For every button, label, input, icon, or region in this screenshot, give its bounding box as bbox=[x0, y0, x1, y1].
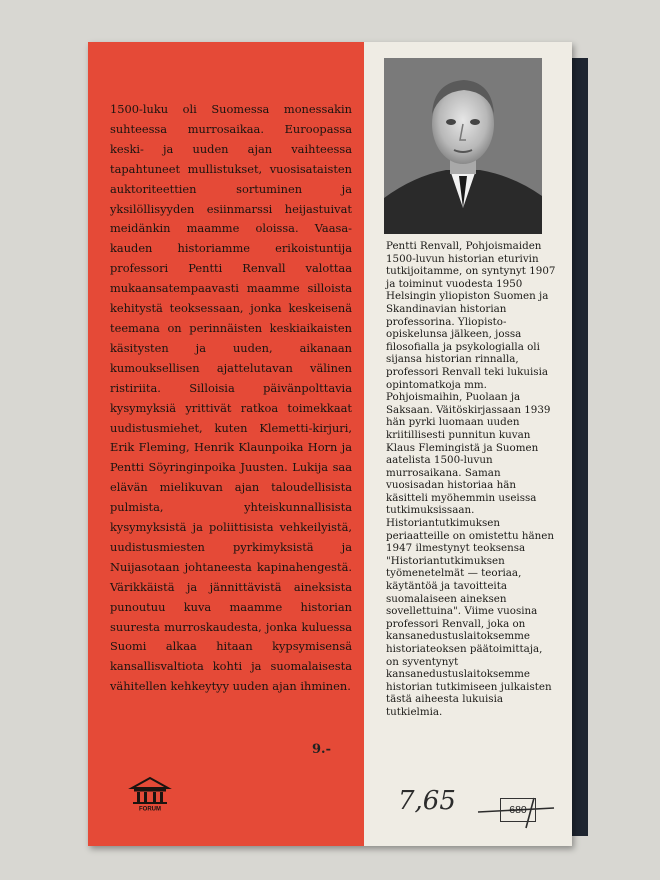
author-bio-text: Pentti Renvall, Pohjoismaiden 1500-luvun historian eturivin tutkijoitamme, on syntynyt 1907 ja toiminut vuodesta 1950 Helsingin yliopiston Suomen ja Skandinavian historian professorina. Yliopisto-opiskelunsa jälkeen, jossa filosofialla ja psykologialla oli sijansa historian rinnalla, professori Renvall teki lukuisia opintomatkoja mm. Pohjoismaihin, Puolaan ja Saksaan. Väitöskirjassaan 1939 hän pyrki luomaan uuden kriitillisesti punnitun kuvan Klaus Flemingistä ja Suomen aatelista 1500-luvun murrosaikana. Saman vuosisadan historiaa hän käsitteli myöhemmin useissa tutkimuksissaan. Historiantutkimuksen periaatteille on omistettu hänen 1947 ilmestynyt teoksensa "Historiantutkimuksen työmenetelmät — teoriaa, käytäntöä ja tavoitteita suomalaiseen aineksen sovellettuina". Viime vuosina professori Renvall, joka on kansanedustuslaitoksemme historiateoksen päätoimittaja, on syventynyt kansanedustuslaitoksemme historian tutkimiseen julkaisten tästä aiheesta lukuisia tutkielmia. bbox=[386, 240, 556, 718]
book-spine-edge bbox=[572, 58, 588, 836]
handwritten-price: 7,65 bbox=[398, 786, 456, 816]
price-code: 9.- bbox=[312, 742, 331, 757]
blurb-text: 1500-luku oli Suomessa monessakin suhteessa murrosaikaa. Euroopassa keski- ja uuden ajan vaihteessa tapahtuneet mullistukset, vuosisataisten auktoriteettien sortuminen ja yksilöllisyyden esiinmarssi heijastuivat meidänkin maamme oloissa. Vaasa-kauden historiamme erikoistuntija professori Pentti Renvall valottaa mukaansatempaavasti maamme silloista kehitystä teoksessaan, jonka keskeisenä teemana on perinnäisten keskiaikaisten käsitysten ja uuden, aikanaan kumouksellisen ajattelutavan välinen ristiriita. Silloisia päivänpolttavia kysymyksiä yrittivät ratkoa toimekkaat uudistusmiehet, kuten Klemetti-kirjuri, Erik Fleming, Henrik Klaunpoika Horn ja Pentti Söyringinpoika Juusten. Lukija saa elävän mielikuvan ajan taloudellisista pulmista, yhteiskunnallisista kysymyksistä ja poliittisista vehkeilyistä, uudistusmiesten pyrkimyksistä ja Nuijasotaan johtaneesta kapinahengestä. Värikkäistä ja jännittävistä aineksista punoutuu kuva maamme historian suuresta murroskaudesta, jonka kuluessa Suomi alkaa hitaan kypsymisensä kansallisvaltiota kohti ja suomalaisesta vähitellen kehkeytyy uuden ajan ihminen. bbox=[110, 102, 352, 694]
logo-text: FORUM bbox=[139, 806, 161, 812]
author-panel bbox=[364, 42, 572, 846]
book-back-cover bbox=[88, 42, 572, 846]
author-portrait-icon bbox=[384, 58, 542, 234]
stamp-number: 680 bbox=[500, 798, 536, 822]
author-photo bbox=[384, 58, 542, 234]
red-blurb-panel bbox=[88, 42, 364, 846]
forum-logo-icon bbox=[128, 776, 172, 812]
